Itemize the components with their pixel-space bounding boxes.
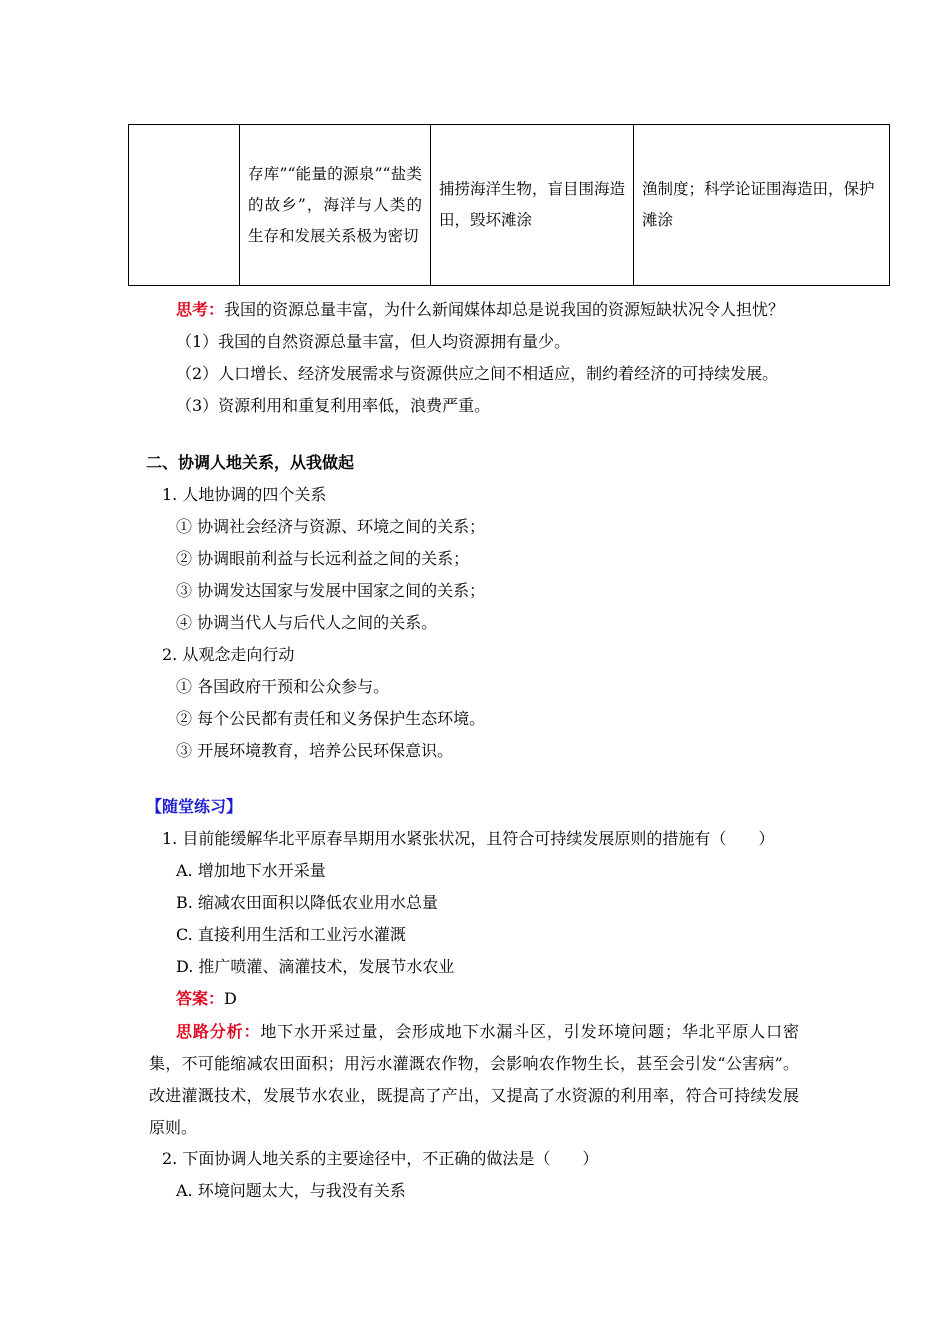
table-cell-empty (129, 125, 240, 286)
think-question-text: 我国的资源总量丰富，为什么新闻媒体却总是说我国的资源短缺状况令人担忧？ (224, 300, 785, 319)
analysis-text: 地下水开采过量，会形成地下水漏斗区，引发环境问题；华北平原人口密集，不可能缩减农田面积；用污水灌溉农作物，会影响农作物生长，甚至会引发“公害病”。改进灌溉技术，发展节水农业，既提高了产出，又提高了水资源的利用率，符合可持续发展原则。 (149, 1022, 799, 1137)
answer-value: D (224, 989, 237, 1008)
table-cell-measures (634, 125, 890, 286)
list-item: ③ 开展环境教育，培养公民环保意识。 (176, 741, 454, 760)
list-item: ③ 协调发达国家与发展中国家之间的关系； (176, 581, 486, 600)
table-cell-problems (431, 125, 634, 286)
table-cell-description (240, 125, 431, 286)
practice-heading: 【随堂练习】 (146, 797, 243, 816)
option-b: B. 缩减农田面积以降低农业用水总量 (176, 893, 438, 912)
think-answer: （2）人口增长、经济发展需求与资源供应之间不相适应，制约着经济的可持续发展。 (176, 364, 779, 383)
cell-text: 存库”“能量的源泉”“盐类的故乡”，海洋与人类的生存和发展关系极为密切 (248, 164, 422, 245)
analysis-label: 思路分析： (176, 1022, 261, 1041)
question-2: 2. 下面协调人地关系的主要途径中，不正确的做法是（ ） (162, 1149, 599, 1168)
list-item-heading: 1. 人地协调的四个关系 (162, 485, 327, 504)
think-question (176, 300, 784, 320)
analysis-paragraph (149, 1016, 799, 1144)
question-1: 1. 目前能缓解华北平原春旱期用水紧张状况，且符合可持续发展原则的措施有（ ） (162, 829, 775, 848)
answer-label: 答案： (176, 989, 225, 1008)
think-label: 思考： (176, 300, 225, 319)
answer (176, 989, 237, 1009)
option-d: D. 推广喷灌、滴灌技术，发展节水农业 (176, 957, 455, 976)
list-item: ① 协调社会经济与资源、环境之间的关系； (176, 517, 486, 536)
cell-text: 渔制度；科学论证围海造田，保护滩涂 (642, 180, 875, 229)
option-a: A. 增加地下水开采量 (176, 861, 326, 880)
list-item-heading: 2. 从观念走向行动 (162, 645, 295, 664)
list-item: ② 每个公民都有责任和义务保护生态环境。 (176, 709, 486, 728)
resource-table (128, 124, 890, 286)
think-answer: （3）资源利用和重复利用率低，浪费严重。 (176, 396, 491, 415)
option-c: C. 直接利用生活和工业污水灌溉 (176, 925, 406, 944)
list-item: ② 协调眼前利益与长远利益之间的关系； (176, 549, 470, 568)
list-item: ④ 协调当代人与后代人之间的关系。 (176, 613, 438, 632)
option-a: A. 环境问题太大，与我没有关系 (176, 1181, 406, 1200)
table-row (129, 125, 890, 286)
section-heading: 二、协调人地关系，从我做起 (146, 453, 355, 472)
think-answer: （1）我国的自然资源总量丰富，但人均资源拥有量少。 (176, 332, 571, 351)
list-item: ① 各国政府干预和公众参与。 (176, 677, 390, 696)
cell-text: 捕捞海洋生物，盲目围海造田，毁坏滩涂 (439, 180, 626, 229)
